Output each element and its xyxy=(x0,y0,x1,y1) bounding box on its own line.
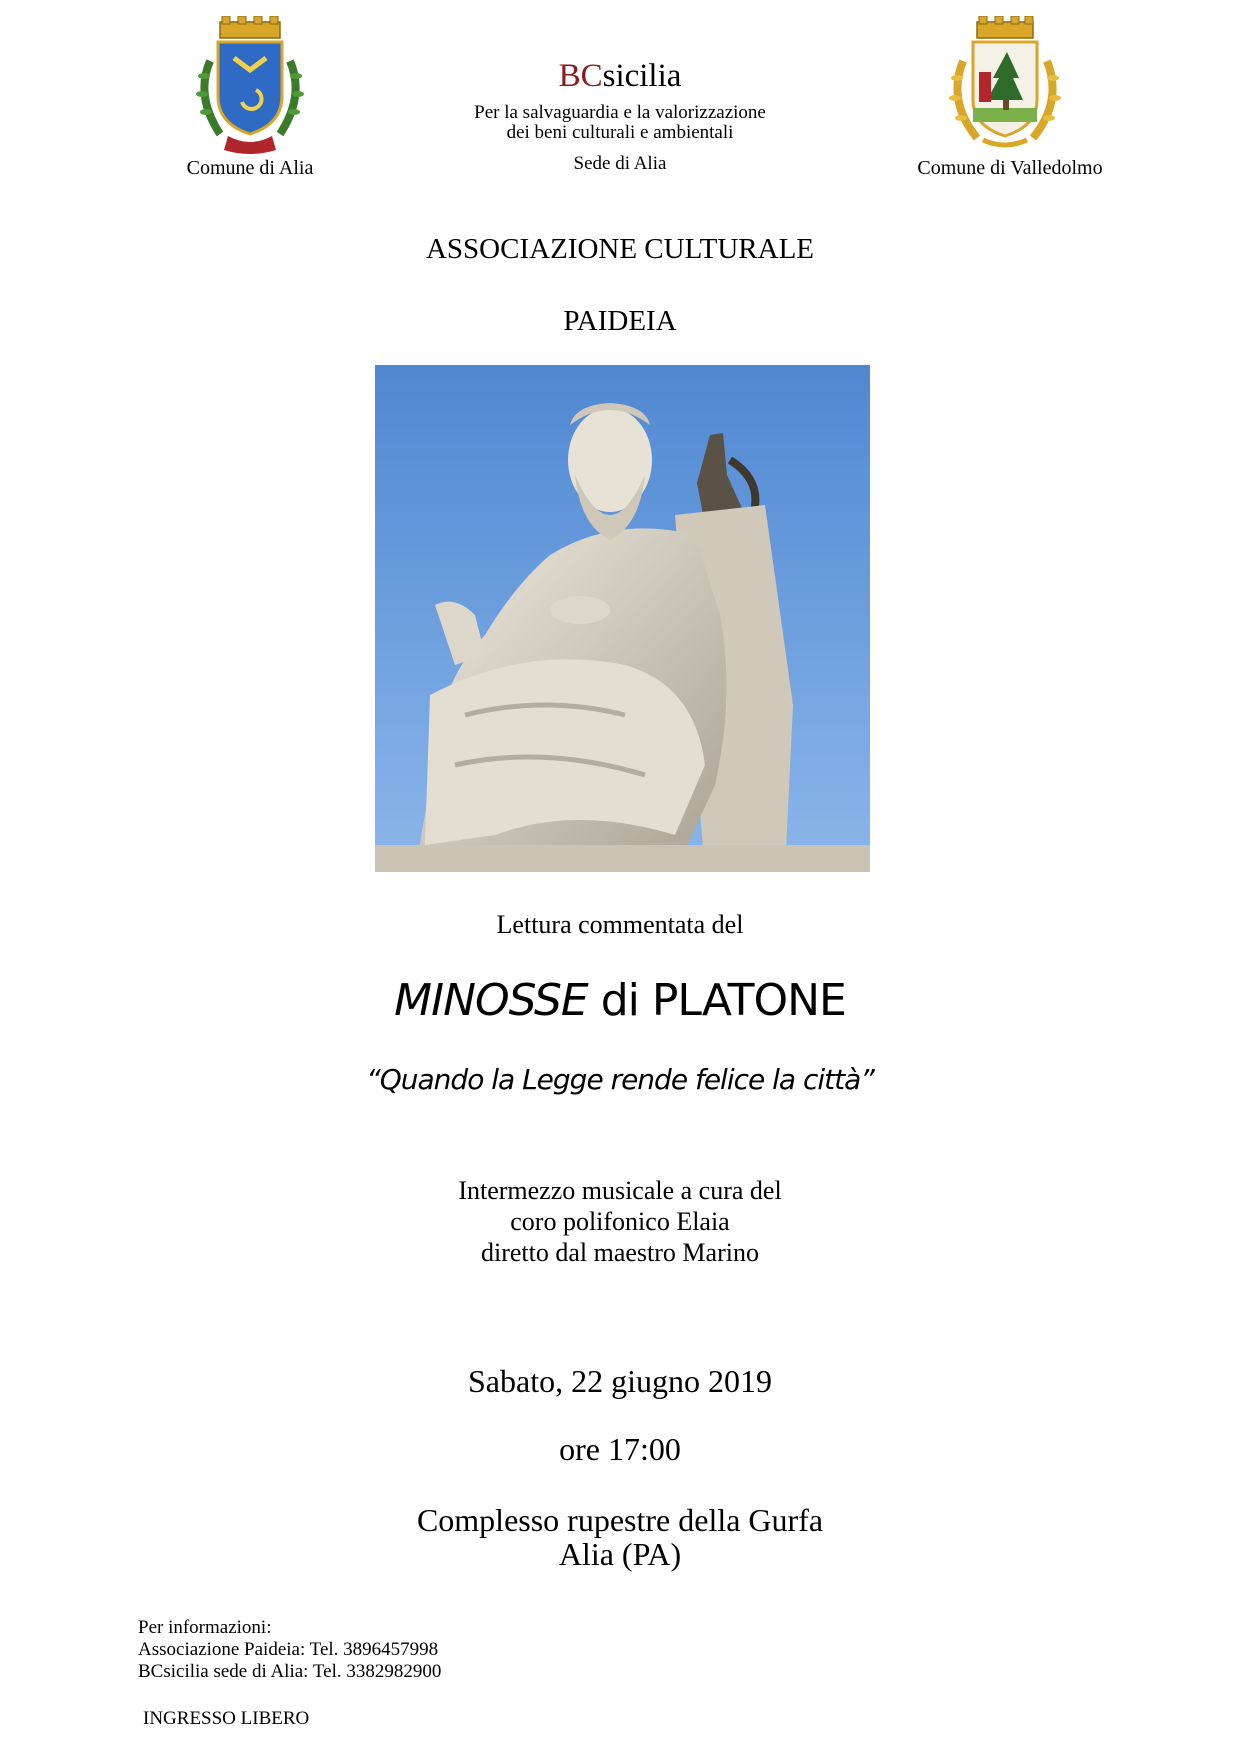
music-line-2: coro polifonico Elaia xyxy=(510,1207,730,1236)
comune-alia-label: Comune di Alia xyxy=(186,157,314,179)
event-date: Sabato, 22 giugno 2019 xyxy=(468,1363,772,1399)
association-heading: ASSOCIAZIONE CULTURALE xyxy=(425,233,815,265)
valledolmo-coat-of-arms xyxy=(945,16,1065,156)
event-title xyxy=(200,975,1040,1026)
comune-valledolmo-label: Comune di Valledolmo xyxy=(917,157,1103,179)
alia-coat-of-arms xyxy=(190,16,310,156)
tagline-line-1: Per la salvaguardia e la valorizzazione xyxy=(474,102,766,123)
venue-name: Complesso rupestre della Gurfa xyxy=(416,1502,824,1538)
contact-paideia: Associazione Paideia: Tel. 3896457998 xyxy=(138,1639,439,1660)
contact-info xyxy=(138,1617,658,1683)
event-time: ore 17:00 xyxy=(559,1431,681,1467)
title-platone: di PLATONE xyxy=(587,975,846,1026)
title-minosse: MINOSSE xyxy=(394,975,588,1026)
contact-bcsicilia: BCsicilia sede di Alia: Tel. 3382982900 xyxy=(138,1661,442,1682)
brand-sicilia: sicilia xyxy=(602,58,682,94)
free-entry-notice: INGRESSO LIBERO xyxy=(143,1708,310,1729)
venue-town: Alia (PA) xyxy=(558,1536,682,1572)
brand-bc: BC xyxy=(558,58,603,94)
association-name: PAIDEIA xyxy=(563,305,677,337)
music-line-3: diretto dal maestro Marino xyxy=(481,1238,759,1267)
sede-label: Sede di Alia xyxy=(573,153,667,174)
music-intermezzo xyxy=(320,1175,920,1268)
music-line-1: Intermezzo musicale a cura del xyxy=(458,1176,782,1205)
bcsicilia-logo xyxy=(400,60,840,93)
bcsicilia-tagline xyxy=(400,103,840,143)
plato-statue-photo xyxy=(375,365,870,872)
tagline-line-2: dei beni culturali e ambientali xyxy=(506,122,734,143)
event-intro: Lettura commentata del xyxy=(496,910,744,939)
event-subtitle: “Quando la Legge rende felice la città” xyxy=(366,1063,874,1096)
event-venue xyxy=(250,1503,990,1571)
contact-heading: Per informazioni: xyxy=(138,1617,272,1638)
